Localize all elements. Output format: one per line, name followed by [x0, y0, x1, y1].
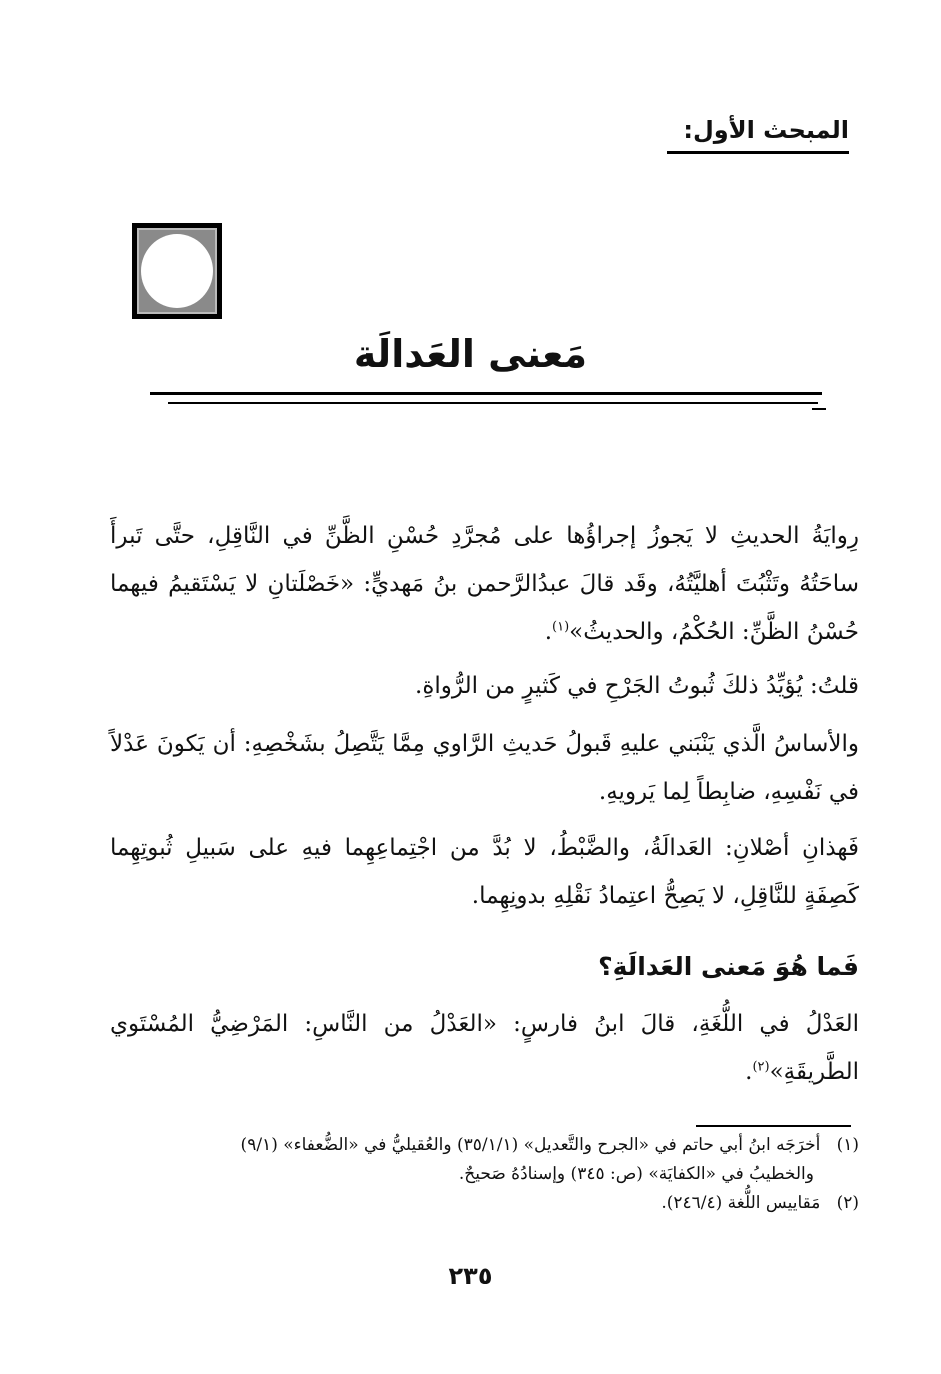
paragraph-1: رِوايَةُ الحديثِ لا يَجوزُ إجراؤُها على مُجرَّدِ حُسْنِ الظَّنِّ في النَّاقِلِ، حتَّى تَبرأَ ساحَتُهُ وتَثْبُتَ أهليَّتُهُ، وقَد قالَ عبدُالرَّحمن بنُ مَهديٍّ: «خَصْلَتانِ لا يَسْتَقيمُ فيهما حُسْنُ الظَّنِّ: الحُكْمُ، والحديثُ»$^{(١)}$.: [110, 523, 859, 645]
chapter-title: مَعنى العَدالَة: [353, 332, 588, 376]
paragraph-4: فَهذانِ أصْلانِ: العَدالَةُ، والضَّبْطُ، لا بُدَّ من اجْتِماعِهِما فيهِ على سَبيلِ ثُبوتِهِما كَصِفَةٍ للنَّاقِلِ، لا يَصِحُّ اعتِمادُ نَقْلِهِ بدونِهِما.: [110, 835, 859, 909]
footnote-1-line-1: أخرَجَه ابنُ أبي حاتم في «الجرح والتَّعديل» (٣٥/١/١) والعُقيليُّ في «الضُّعفاء» (٩/١): [240, 1135, 821, 1155]
title-rule-top: [150, 392, 822, 395]
running-head: المبحث الأول:: [683, 116, 849, 144]
paragraph-3: والأساسُ الَّذي يَنْبَني عليهِ قَبولُ حَديثِ الرَّاوي مِمَّا يَتَّصِلُ بشَخْصِهِ: أن يَكونَ عَدْلاً في نَفْسِهِ، ضابِطاً لِما يَرويهِ.: [110, 731, 859, 805]
title-rule-tick: [812, 408, 826, 410]
footnote-2-text: مَقاييس اللُّغة (٢٤٦/٤).: [661, 1193, 821, 1213]
paragraph-5: العَدْلُ في اللُّغَةِ، قالَ ابنُ فارسٍ: «العَدْلُ من النَّاسِ: المَرْضِيُّ المُسْتَوي الطَّريقَةِ»$^{(٢)}$.: [110, 1011, 859, 1085]
footnote-2: [110, 1189, 859, 1218]
footnote-1-line-2: والخطيبُ في «الكفايَة» (ص: ٣٤٥) وإسنادُهُ صَحيحٌ.: [458, 1164, 814, 1184]
footnotes: [110, 1131, 859, 1218]
footnote-1-continued: [110, 1160, 859, 1189]
footnote-ref-2: (٢): [752, 1059, 770, 1075]
footnote-2-number: (٢): [836, 1193, 859, 1213]
footnote-separator: [696, 1125, 851, 1127]
paragraph-1-text: رِوايَةُ الحديثِ لا يَجوزُ إجراؤُها على مُجرَّدِ حُسْنِ الظَّنِّ في النَّاقِلِ، حتَّى تَبرأَ ساحَتُهُ وتَثْبُتَ أهليَّتُهُ، وقَد قالَ عبدُالرَّحمن بنُ مَهديٍّ: «خَصْلَتانِ لا يَسْتَقيمُ فيهما حُسْنُ الظَّنِّ: الحُكْمُ، والحديثُ»: [110, 523, 859, 645]
paragraph-5-text: العَدْلُ في اللُّغَةِ، قالَ ابنُ فارسٍ: «العَدْلُ من النَّاسِ: المَرْضِيُّ المُسْتَوي الطَّريقَةِ»: [110, 1011, 859, 1085]
running-head-underline: [667, 151, 849, 154]
footnote-1: [110, 1131, 859, 1160]
title-rule-bottom: [168, 402, 818, 404]
page-number: ٢٣٥: [448, 1262, 493, 1290]
footnote-ref-1: (١): [552, 619, 570, 635]
paragraph-2: قلتُ: يُؤيِّدُ ذلكَ ثُبوتُ الجَرْحِ في كَثيرٍ من الرُّواةِ.: [415, 673, 859, 699]
subheading: فَما هُوَ مَعنى العَدالَةِ؟: [598, 952, 859, 981]
footnote-1-number: (١): [836, 1135, 859, 1155]
ornament-frame-icon: [132, 223, 222, 319]
ornament-circle: [141, 234, 213, 308]
